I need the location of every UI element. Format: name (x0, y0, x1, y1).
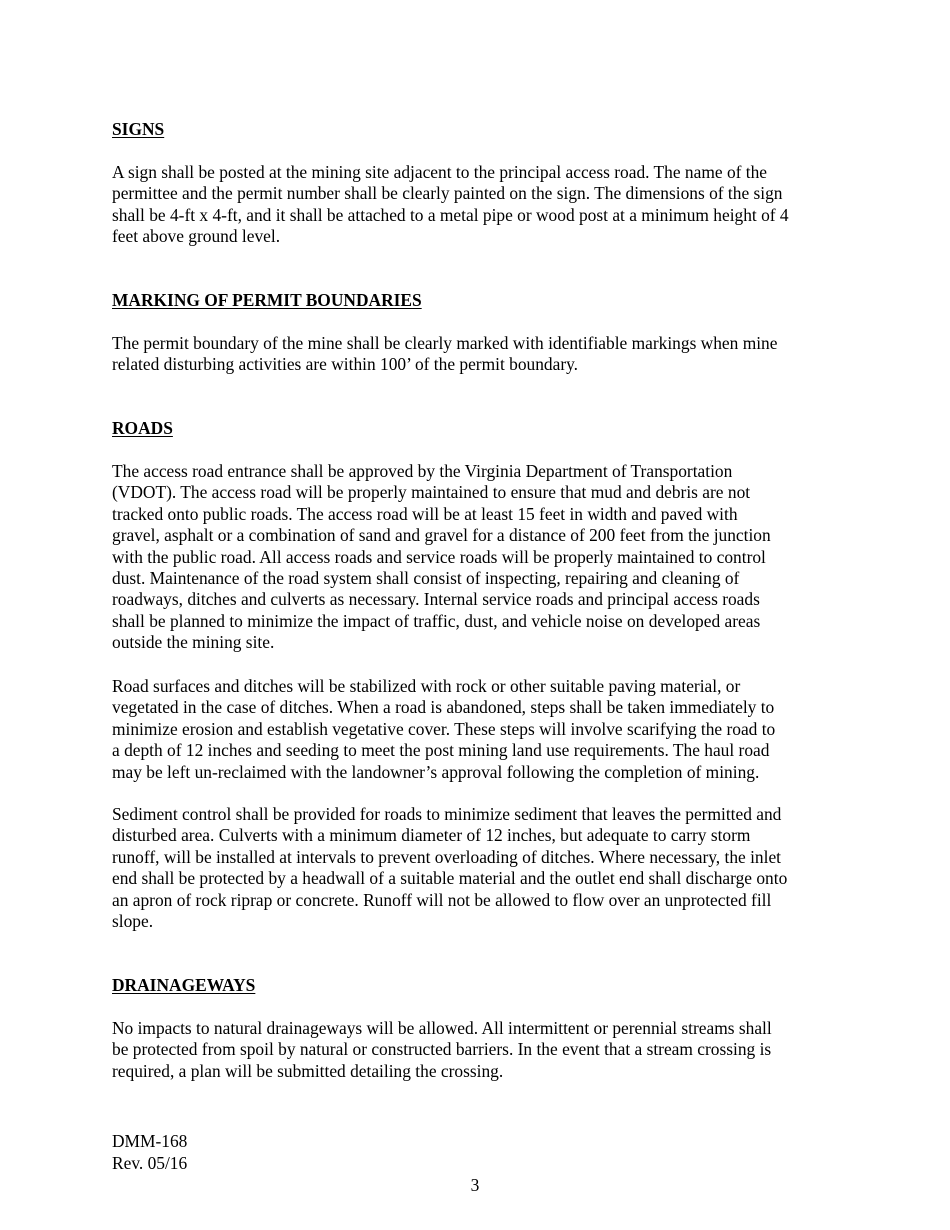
text-line: shall be 4-ft x 4-ft, and it shall be attached to a metal pipe or wood post at a minimum height of 4 (112, 204, 789, 225)
text-line: A sign shall be posted at the mining site adjacent to the principal access road. The name of the (112, 162, 768, 182)
text-line: Road surfaces and ditches will be stabilized with rock or other suitable paving material, or (112, 676, 741, 696)
text-line: be protected from spoil by natural or constructed barriers. In the event that a stream crossing is (112, 1039, 772, 1060)
text-line: minimize erosion and establish vegetative cover. These steps will involve scarifying the road to (112, 718, 776, 739)
paragraph-roads-1 (112, 461, 842, 654)
text-line: vegetated in the case of ditches. When a road is abandoned, steps shall be taken immediately to (112, 697, 775, 718)
paragraph-roads-3 (112, 804, 842, 932)
text-line: roadways, ditches and culverts as necessary. Internal service roads and principal access roads (112, 589, 760, 610)
footer-revision: Rev. 05/16 (112, 1153, 188, 1173)
paragraph-permit-boundaries (112, 333, 842, 376)
text-line: slope. (112, 911, 154, 932)
text-line: gravel, asphalt or a combination of sand and gravel for a distance of 200 feet from the junction (112, 525, 771, 546)
text-line: tracked onto public roads. The access road will be at least 15 feet in width and paved with (112, 503, 738, 524)
text-line: feet above ground level. (112, 226, 281, 247)
text-line: end shall be protected by a headwall of a suitable material and the outlet end shall discharge onto (112, 868, 788, 889)
section-heading-signs: SIGNS (112, 119, 165, 139)
text-line: an apron of rock riprap or concrete. Runoff will not be allowed to flow over an unprotected fill (112, 889, 772, 910)
paragraph-drainageways (112, 1018, 842, 1082)
text-line: outside the mining site. (112, 632, 275, 653)
text-line: disturbed area. Culverts with a minimum diameter of 12 inches, but adequate to carry storm (112, 825, 751, 846)
text-line: Sediment control shall be provided for roads to minimize sediment that leaves the permitted and (112, 804, 782, 824)
text-line: shall be planned to minimize the impact of traffic, dust, and vehicle noise on developed areas (112, 610, 761, 631)
footer-form-id: DMM-168 (112, 1131, 188, 1151)
text-line: required, a plan will be submitted detailing the crossing. (112, 1060, 504, 1081)
text-line: permittee and the permit number shall be clearly painted on the sign. The dimensions of the sign (112, 183, 783, 204)
text-line: may be left un-reclaimed with the landowner’s approval following the completion of mining. (112, 761, 760, 782)
text-line: with the public road. All access roads and service roads will be properly maintained to control (112, 546, 766, 567)
section-heading-marking-of-permit-boundaries: MARKING OF PERMIT BOUNDARIES (112, 290, 422, 310)
text-line: runoff, will be installed at intervals to prevent overloading of ditches. Where necessary, the inlet (112, 846, 782, 867)
text-line: dust. Maintenance of the road system shall consist of inspecting, repairing and cleaning of (112, 568, 740, 589)
text-line: (VDOT). The access road will be properly maintained to ensure that mud and debris are not (112, 482, 751, 503)
text-line: a depth of 12 inches and seeding to meet the post mining land use requirements. The haul road (112, 740, 770, 761)
section-heading-roads: ROADS (112, 418, 173, 438)
text-line: The permit boundary of the mine shall be clearly marked with identifiable markings when mine (112, 333, 778, 353)
text-line: The access road entrance shall be approved by the Virginia Department of Transportation (112, 461, 733, 481)
text-line: No impacts to natural drainageways will be allowed. All intermittent or perennial streams shall (112, 1018, 772, 1038)
text-line: related disturbing activities are within 100’ of the permit boundary. (112, 354, 579, 375)
paragraph-signs (112, 162, 842, 248)
section-heading-drainageways: DRAINAGEWAYS (112, 975, 256, 995)
page-number: 3 (470, 1175, 480, 1195)
paragraph-roads-2 (112, 676, 842, 783)
